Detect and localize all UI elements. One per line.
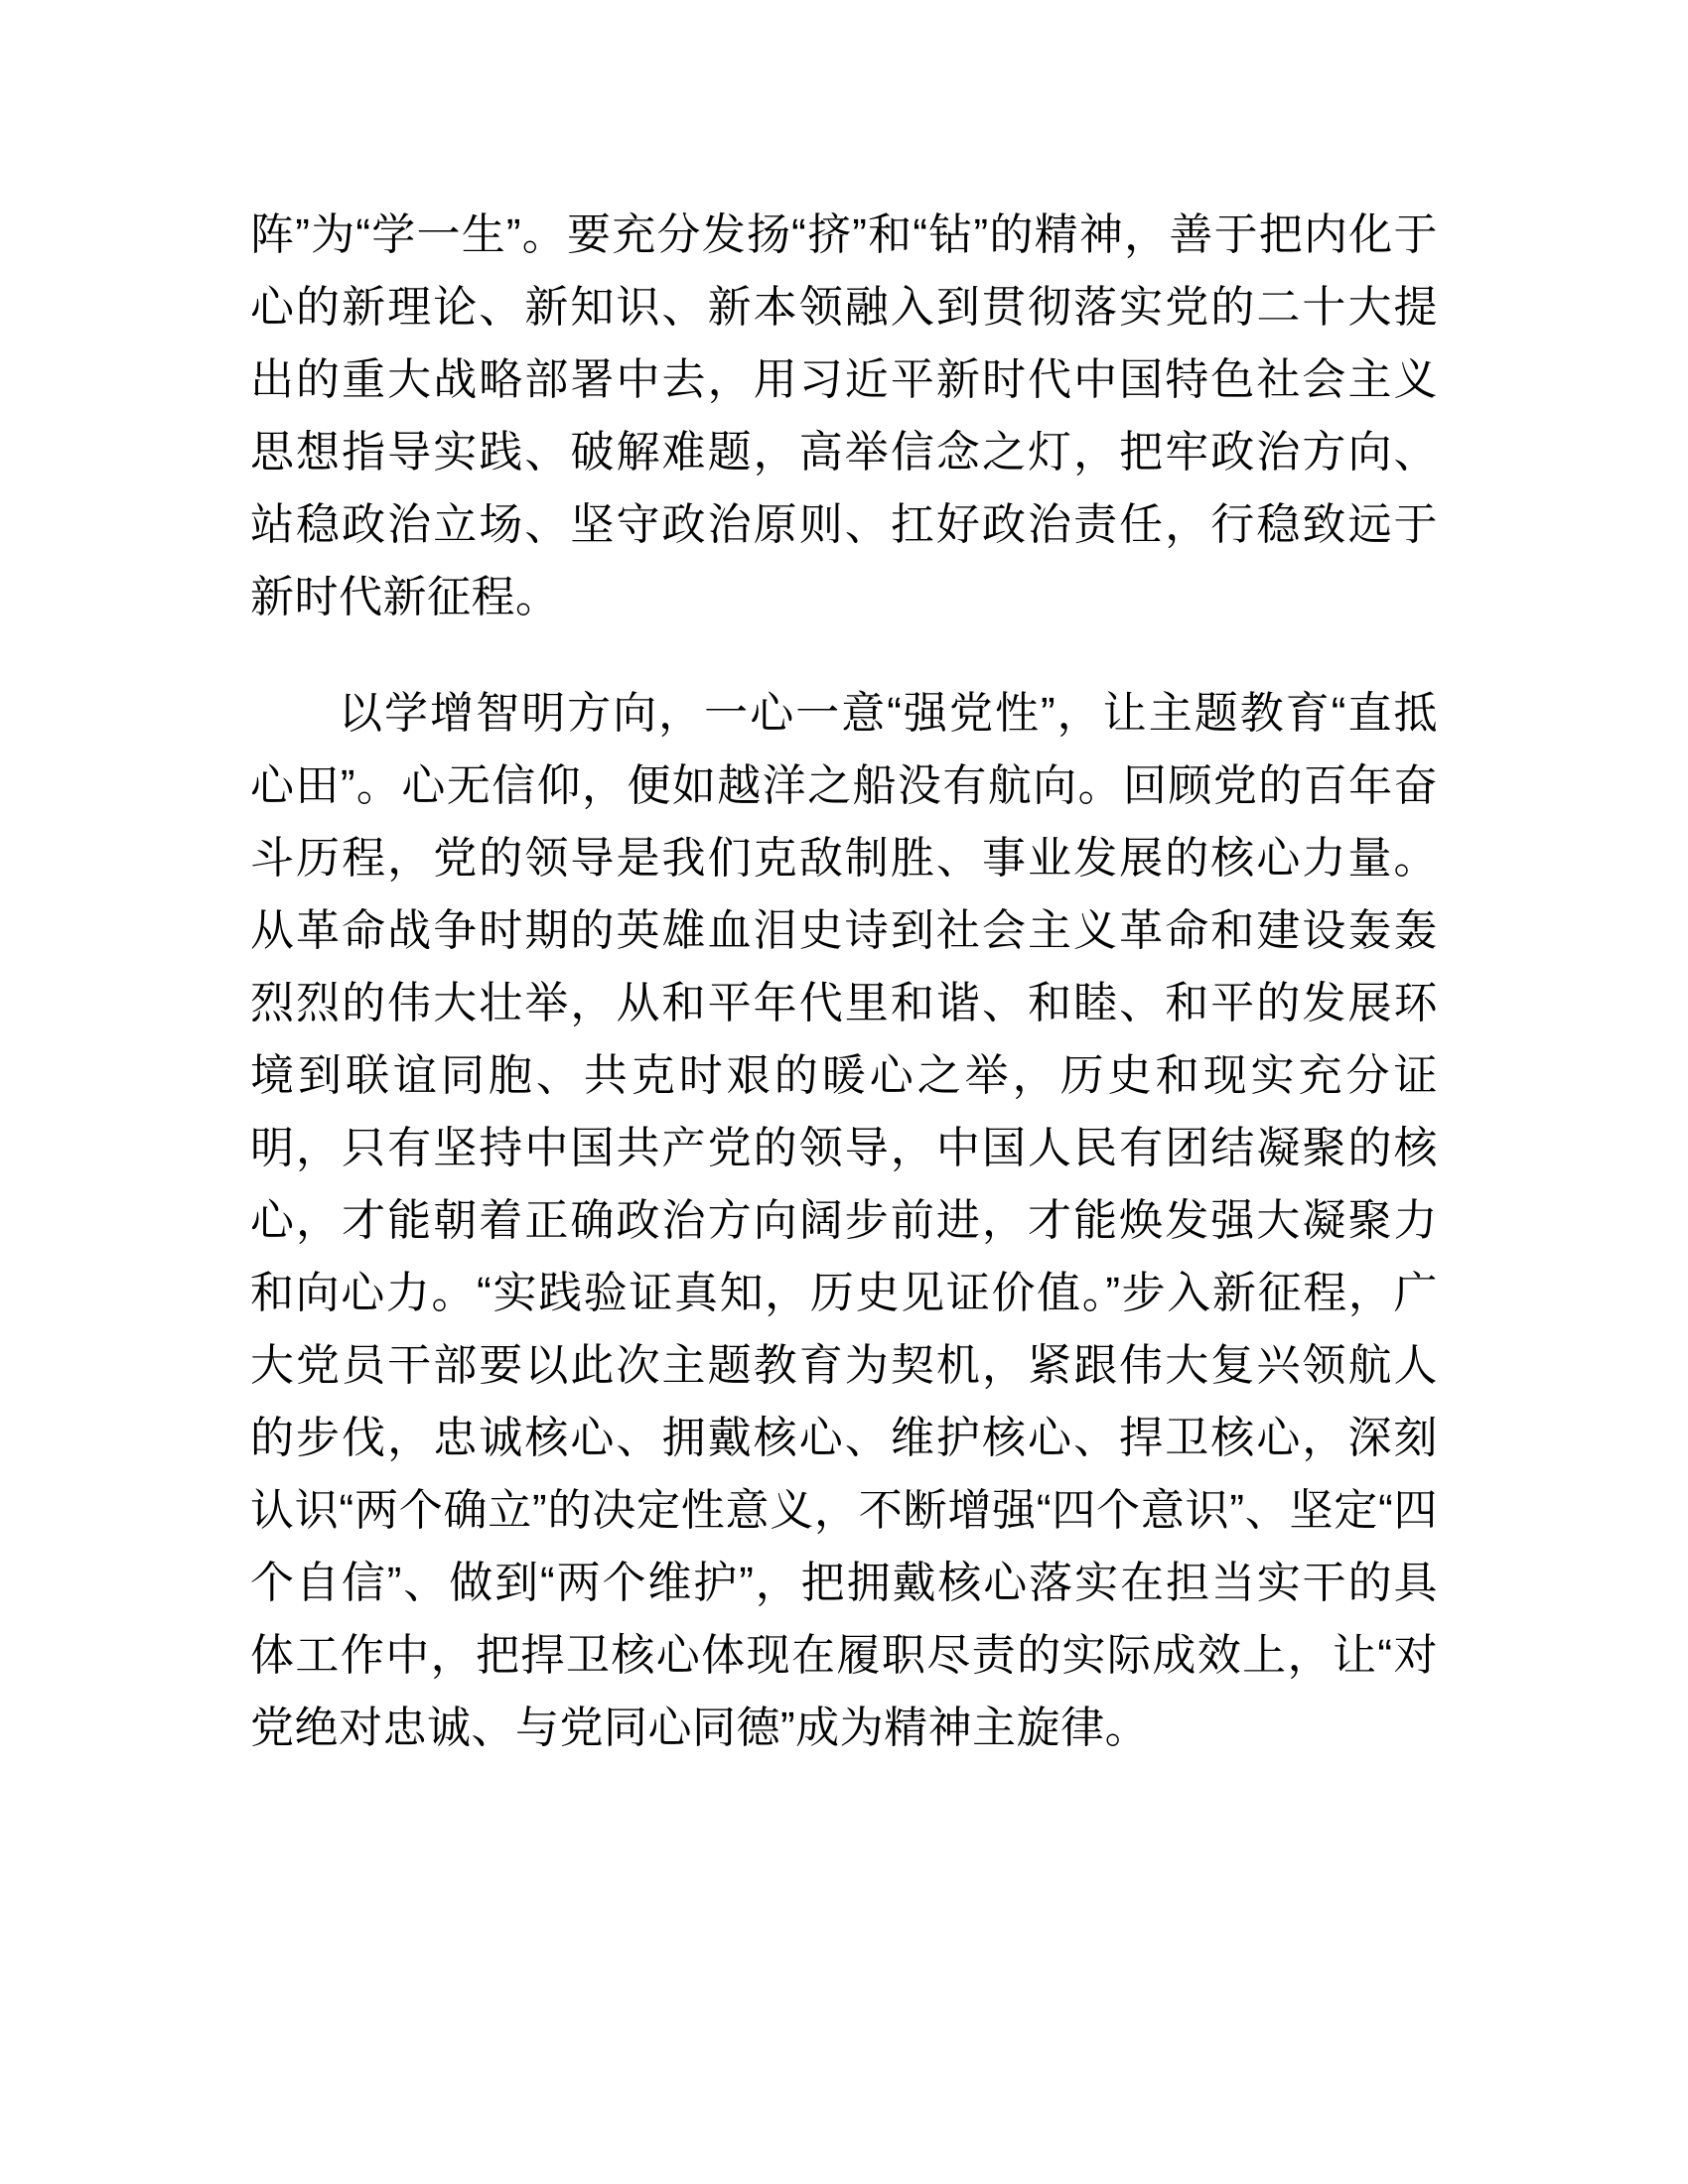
document-text-block bbox=[250, 199, 1438, 1764]
paragraph-continuation: 阵”为“学一生”。要充分发扬“挤”和“钻”的精神，善于把内化于心的新理论、新知识、新本领融入到贯彻落实党的二十大提出的重大战略部署中去，用习近平新时代中国特色社会主义思想指导实践、破解难题，高举信念之灯，把牢政治方向、站稳政治立场、坚守政治原则、扛好政治责任，行稳致远于新时代新征程。 bbox=[250, 210, 1438, 621]
paragraph-body: 以学增智明方向，一心一意“强党性”，让主题教育“直抵心田”。心无信仰，便如越洋之船没有航向。回顾党的百年奋斗历程，党的领导是我们克敌制胜、事业发展的核心力量。从革命战争时期的英雄血泪史诗到社会主义革命和建设轰轰烈烈的伟大壮举，从和平年代里和谐、和睦、和平的发展环境到联谊同胞、共克时艰的暖心之举，历史和现实充分证明，只有坚持中国共产党的领导，中国人民有团结凝聚的核心，才能朝着正确政治方向阔步前进，才能焕发强大凝聚力和向心力。“实践验证真知，历史见证价值。”步入新征程，广大党员干部要以此次主题教育为契机，紧跟伟大复兴领航人的步伐，忠诚核心、拥戴核心、维护核心、捍卫核心，深刻认识“两个确立”的决定性意义，不断增强“四个意识”、坚定“四个自信”、做到“两个维护”，把拥戴核心落实在担当实干的具体工作中，把捍卫核心体现在履职尽责的实际成效上，让“对党绝对忠诚、与党同心同德”成为精神主旋律。 bbox=[250, 689, 1438, 1752]
